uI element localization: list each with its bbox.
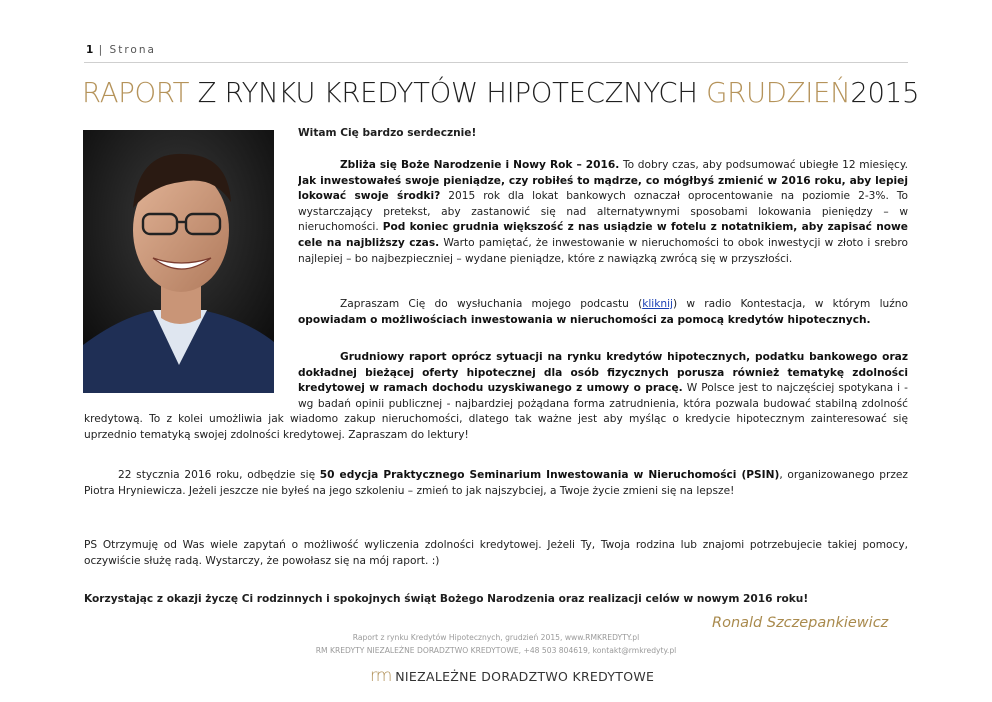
footer-line-1: Raport z rynku Kredytów Hipotecznych, grudzień 2015, www.RMKREDYTY.pl (352, 633, 640, 642)
holiday-wishes: Korzystając z okazji życzę Ci rodzinnych i spokojnych świąt Bożego Narodzenia oraz realizacji celów w nowym 2016 roku! (84, 593, 809, 605)
ps-note: PS Otrzymuję od Was wiele zapytań o możliwość wyliczenia zdolności kredytowej. Jeżeli Ty, Twoja rodzina lub znajomi potrzebujecie takiej pomocy, oczywiście służę radą. Wystarczy, że powołasz się na mój raport. :) (84, 539, 908, 567)
rm-logo-icon: rm (370, 666, 392, 686)
paragraph-report: Grudniowy raport oprócz sytuacji na rynku kredytów hipotecznych, podatku bankowego oraz dokładnej bieżącej oferty hipotecznej dla osób fizycznych porusza również tematykę zdolności kredytowej w ramach dochodu uzyskiwanego z umowy o pracę. W Polsce jest to najczęściej spotykana i - wg badań opinii publicznej - najbardziej pożądana forma zatrudnienia, która pozwala budować stabilną zdolność kredytową. To z kolei umożliwia jak wiadomo zakup nieruchomości, dlatego tak ważne jest aby myśląc o kredycie hipotecznym zainteresować się uprzednio tematyką swojej zdolności kredytowej. Zapraszam do lektury! (84, 351, 908, 441)
podcast-link[interactable]: kliknij (642, 298, 673, 310)
page-number: 1 | Strona (86, 44, 156, 56)
report-title: RAPORT Z RYNKU KREDYTÓW HIPOTECZNYCH GRUDZIEŃ2015 (82, 77, 920, 109)
header-rule (84, 62, 908, 63)
paragraph-podcast: Zapraszam Cię do wysłuchania mojego podcastu (kliknij) w radio Kontestacja, w którym luźno opowiadam o możliwościach inwestowania w nieruchomości za pomocą kredytów hipotecznych. (298, 298, 908, 326)
paragraph-holiday: Zbliża się Boże Narodzenie i Nowy Rok – 2016. To dobry czas, aby podsumować ubiegłe 12 miesięcy. Jak inwestowałeś swoje pieniądze, czy robiłeś to mądrze, co mógłbyś zmienić w 2016 roku, aby lepiej lokować swoje środki? 2015 rok dla lokat bankowych oznaczał oprocentowanie na poziomie 2-3%. To wystarczający pretekst, aby zastanowić się nad alternatywnymi sposobami lokowania pieniędzy – w nieruchomości. Pod koniec grudnia większość z nas usiądzie w fotelu z notatnikiem, aby zapisać nowe cele na najbliższy czas. Warto pamiętać, że inwestowanie w nieruchomości to obok inwestycji w złoto i srebro najlepiej – bo najbezpieczniej – wydane pieniądze, które z nawiązką zwrócą się w przyszłości. (298, 159, 908, 265)
photo-wrap-spacer (84, 350, 298, 399)
footer-line-2: RM KREDYTY NIEZALEŻNE DORADZTWO KREDYTOWE, +48 503 804619, kontakt@rmkredyty.pl (315, 646, 677, 655)
greeting: Witam Cię bardzo serdecznie! (298, 127, 477, 139)
company-logo: rm NIEZALEŻNE DORADZTWO KREDYTOWE (370, 666, 655, 686)
paragraph-seminar: 22 stycznia 2016 roku, odbędzie się 50 edycja Praktycznego Seminarium Inwestowania w Nieruchomości (PSIN), organizowanego przez Piotra Hryniewicza. Jeżeli jeszcze nie byłeś na jego szkoleniu – zmień to jak najszybciej, a Twoje życie zmieni się na lepsze! (84, 469, 908, 497)
signature: Ronald Szczepankiewicz (712, 615, 889, 631)
